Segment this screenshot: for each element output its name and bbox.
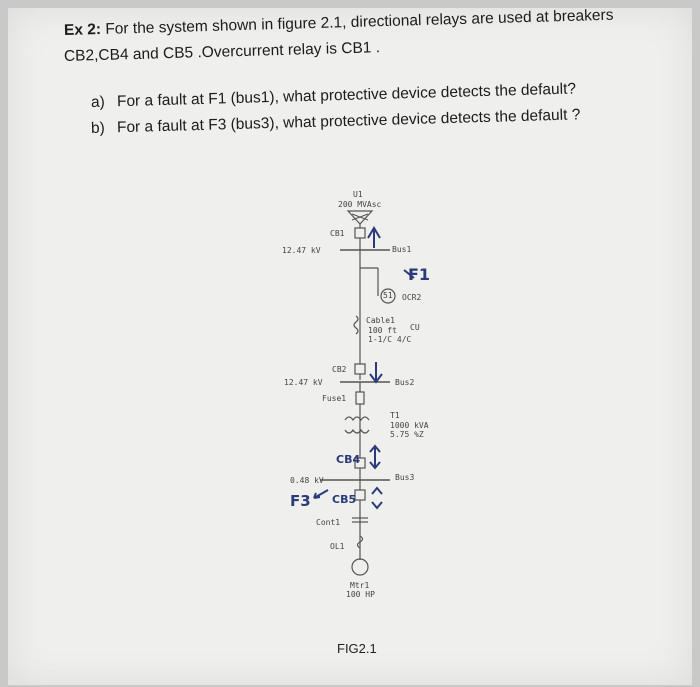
f1-mark: F1	[408, 265, 431, 284]
cb1-label: CB1	[330, 229, 345, 238]
bus2-label: Bus2	[395, 378, 415, 387]
bus1-label: Bus1	[392, 245, 412, 254]
t1-secondary-coil	[345, 430, 369, 433]
motor-symbol	[352, 559, 368, 575]
part-a-text: For a fault at F1 (bus1), what protective device detects the default?	[116, 80, 577, 111]
cable-material: CU	[410, 323, 420, 332]
cable1-symbol	[354, 316, 358, 334]
part-b-letter: b)	[90, 119, 106, 137]
question-title-line-2: CB2,CB4 and CB5 .Overcurrent relay is CB1 .	[63, 39, 381, 65]
cont1-label: Cont1	[316, 518, 341, 527]
t1-rating: 1000 kVA	[390, 421, 429, 430]
cb5-symbol	[355, 490, 365, 500]
bus3-label: Bus3	[395, 473, 415, 482]
fuse1-label: Fuse1	[322, 394, 347, 403]
t1-impedance: 5.75 %Z	[390, 430, 424, 439]
cb2-symbol	[355, 364, 365, 374]
t1-label: T1	[390, 411, 400, 420]
cb1-symbol	[355, 228, 365, 238]
t1-primary-coil	[345, 417, 369, 420]
part-a-letter: a)	[90, 93, 106, 111]
question-title-bold: Ex 2:	[63, 20, 102, 39]
u1-label: U1	[353, 190, 363, 199]
cable1-size: 1-1/C 4/C	[368, 335, 412, 344]
cb5-direction-arrow	[372, 488, 382, 508]
question-title-rest: For the system shown in figure 2.1, directional relays are used at breakers	[100, 6, 614, 38]
f3-arrow	[314, 490, 328, 498]
bus1-voltage: 12.47 kV	[282, 246, 321, 255]
ol1-label: OL1	[330, 542, 345, 551]
cb2-label: CB2	[332, 365, 347, 374]
bus2-voltage: 12.47 kV	[284, 378, 323, 387]
ocr2-small-label: 51	[383, 291, 393, 300]
f3-mark: F3	[290, 492, 311, 510]
part-b-text: For a fault at F3 (bus3), what protective device detects the default ?	[116, 106, 581, 137]
ocr2-label: OCR2	[402, 293, 422, 302]
bus3-voltage: 0.48 kV	[290, 476, 324, 485]
motor-label: Mtr1	[350, 581, 370, 590]
figure-caption: FIG2.1	[337, 641, 377, 656]
fuse1-symbol	[356, 392, 364, 404]
cable1-length: 100 ft	[368, 326, 397, 335]
cb4-label: CB4	[336, 453, 361, 466]
cable1-label: Cable1	[366, 316, 395, 325]
u1-rating: 200 MVAsc	[338, 200, 382, 209]
motor-rating: 100 HP	[346, 590, 375, 599]
cb5-label: CB5	[332, 493, 357, 506]
